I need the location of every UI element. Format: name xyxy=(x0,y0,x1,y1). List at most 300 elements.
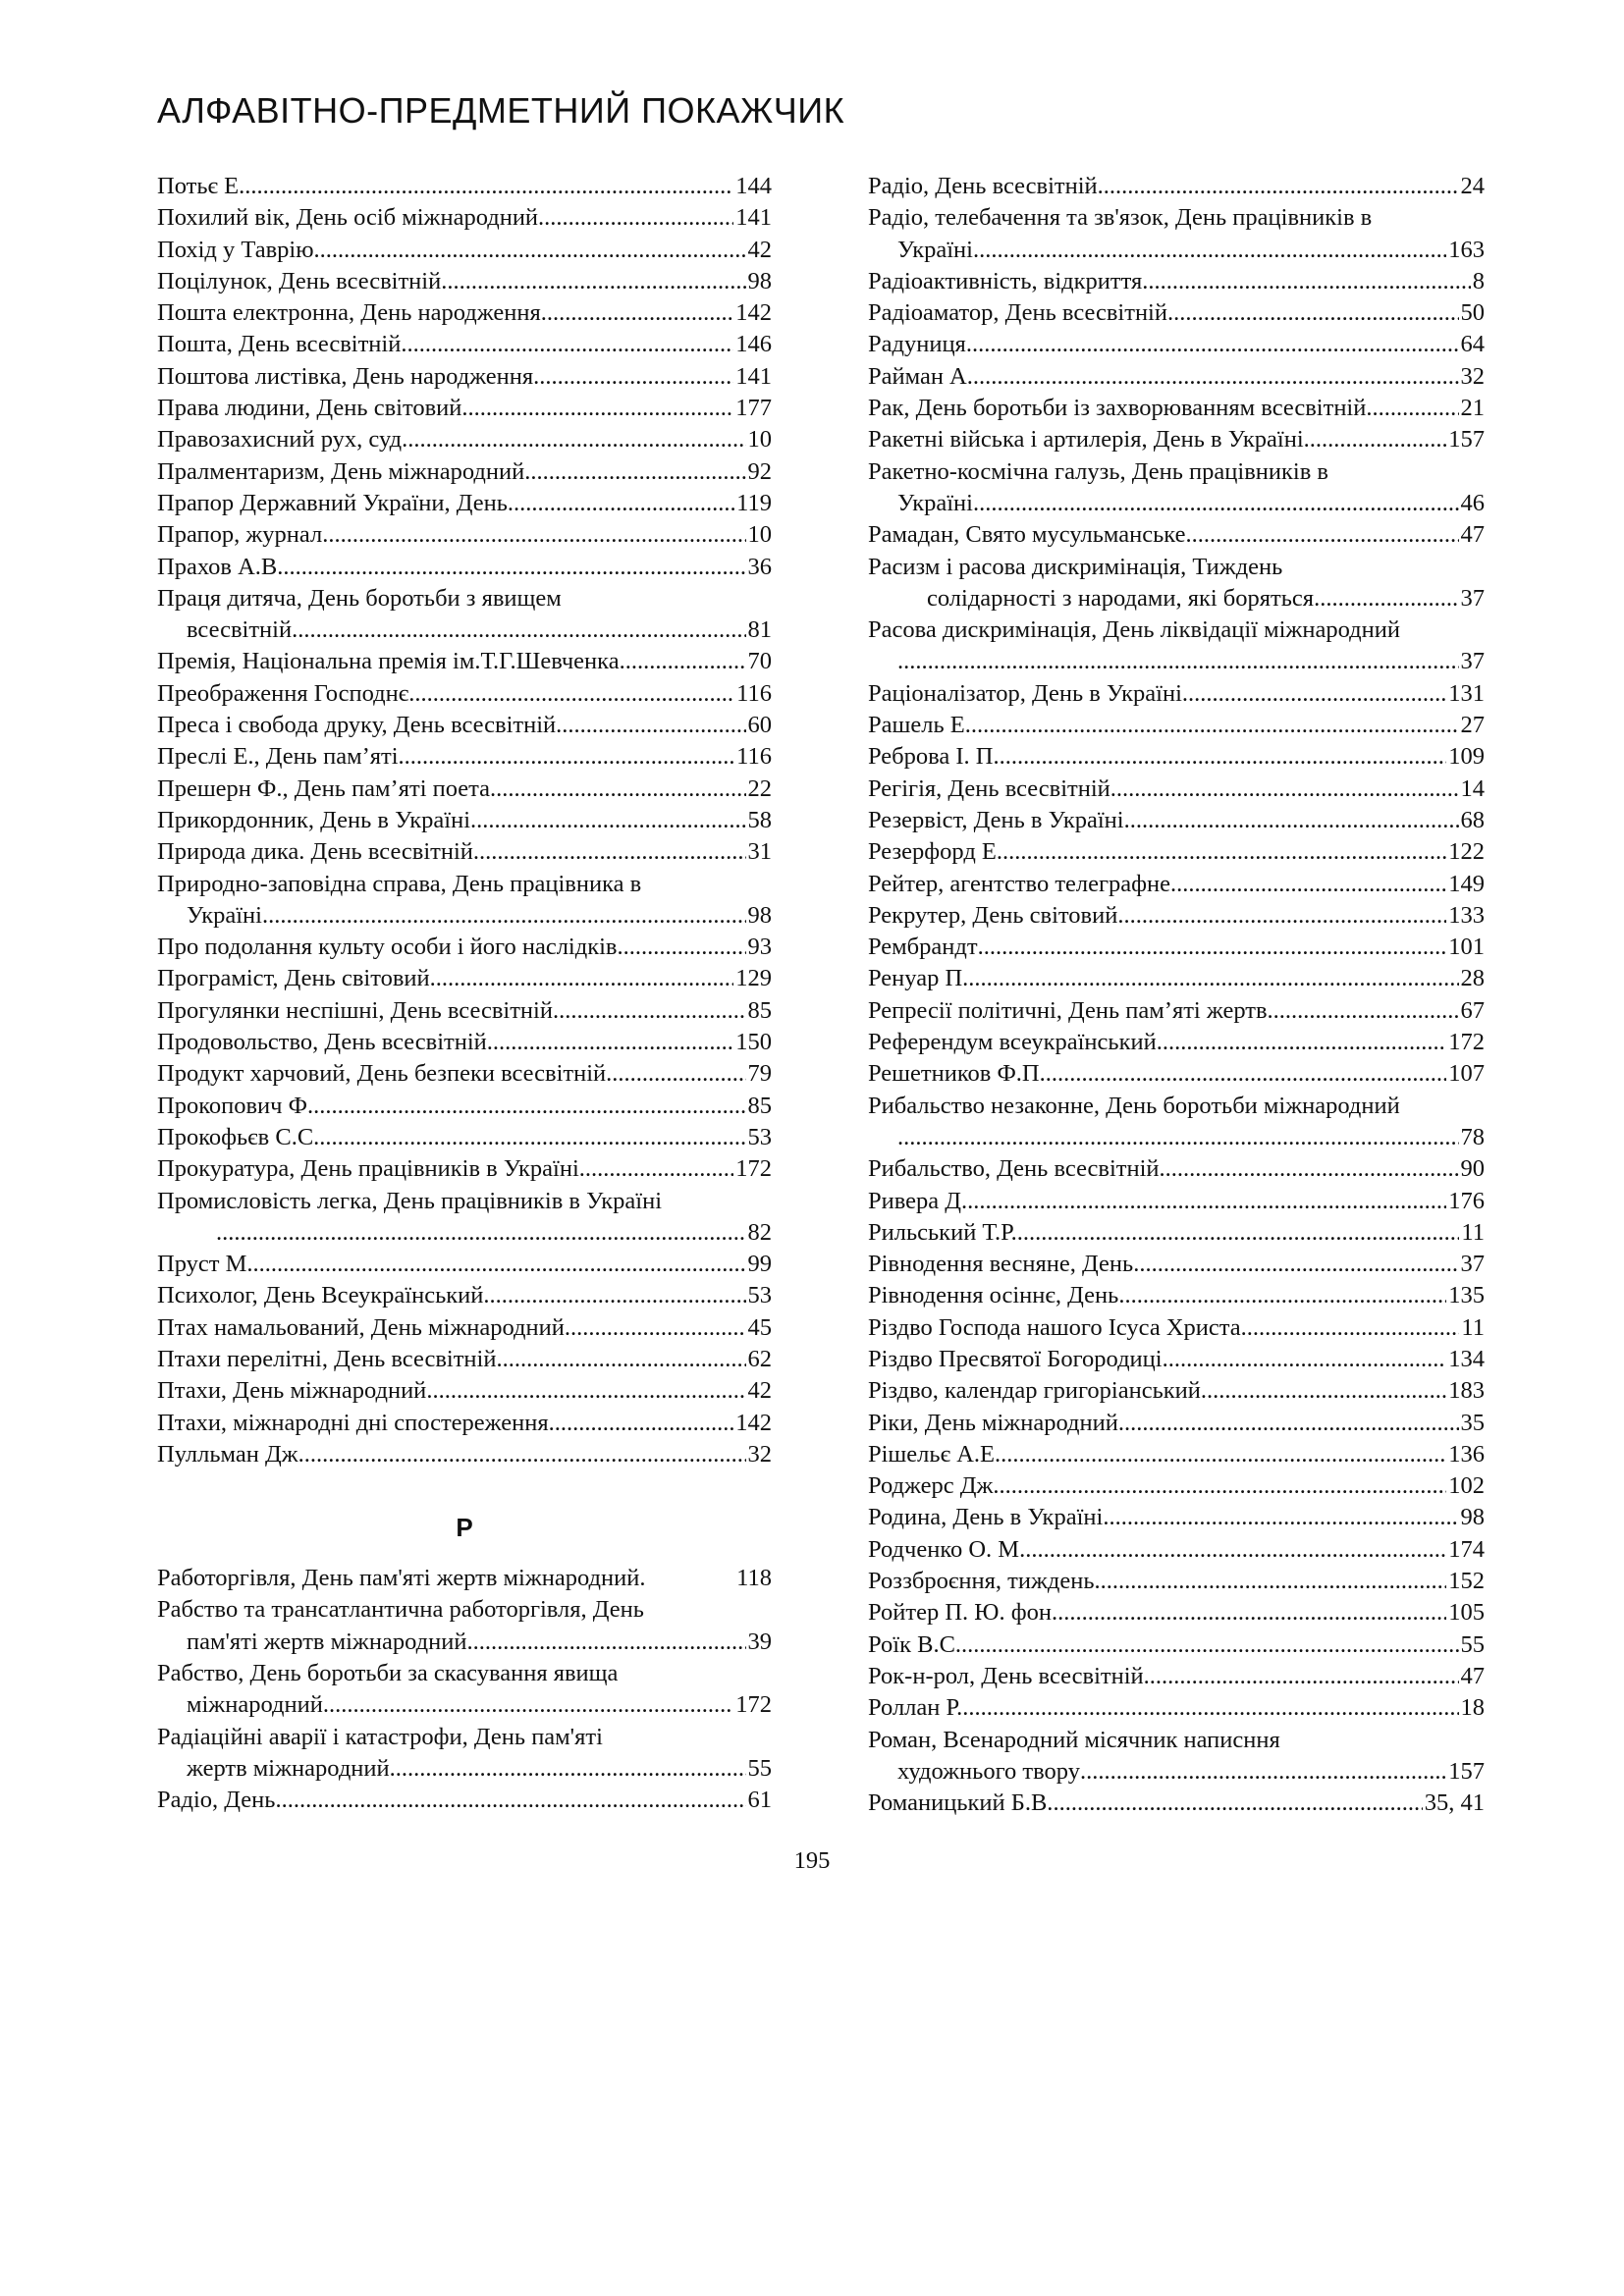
dot-leader xyxy=(533,361,733,393)
entry-term: Рівнодення осіннє, День xyxy=(868,1282,1119,1309)
entry-page-number: 11 xyxy=(1461,1313,1485,1341)
index-entry xyxy=(157,583,772,647)
index-entry xyxy=(868,614,1485,678)
entry-term: Рамадан, Свято мусульманське xyxy=(868,521,1186,549)
dot-leader xyxy=(968,963,1458,994)
entry-page-number: 85 xyxy=(747,1092,772,1119)
entry-term: Ракетні війська і артилерія, День в Україні xyxy=(868,426,1304,454)
index-entry xyxy=(157,552,772,583)
index-entry xyxy=(868,329,1485,360)
entry-term: Права людини, День світовий xyxy=(157,395,462,422)
dot-leader xyxy=(524,456,745,488)
index-entry xyxy=(868,456,1485,520)
entry-page-number: 42 xyxy=(747,1377,772,1405)
index-entry xyxy=(868,1502,1485,1533)
index-entry xyxy=(868,995,1485,1027)
index-entry xyxy=(868,1344,1485,1375)
index-entry xyxy=(868,1788,1485,1819)
entry-page-number: 11 xyxy=(1461,1218,1485,1246)
entry-first-line: Радіо, телебачення та зв'язок, День працівників в xyxy=(868,204,1373,232)
entry-page-number: 99 xyxy=(747,1251,772,1278)
entry-page-number: 176 xyxy=(1448,1187,1485,1214)
entry-term: міжнародний xyxy=(187,1691,323,1719)
entry-page-number: 78 xyxy=(1460,1123,1485,1150)
entry-term: Пруст М. xyxy=(157,1251,253,1278)
dot-leader xyxy=(538,202,733,234)
index-entry xyxy=(157,519,772,551)
index-entry xyxy=(157,1312,772,1344)
entry-term: Регігія, День всесвітній xyxy=(868,774,1110,802)
index-entry xyxy=(868,836,1485,868)
entry-term: Україні xyxy=(897,489,973,516)
dot-leader xyxy=(262,900,746,932)
index-entry xyxy=(868,1534,1485,1566)
dot-leader xyxy=(620,646,746,677)
dot-leader xyxy=(473,836,746,868)
dot-leader xyxy=(1366,393,1458,424)
dot-leader xyxy=(244,171,733,202)
entry-term: Прапор, журнал xyxy=(157,521,323,549)
entry-term: Резервіст, День в Україні xyxy=(868,806,1124,833)
dot-leader xyxy=(322,519,745,551)
entry-page-number: 98 xyxy=(747,901,772,929)
entry-first-line: Рабство, День боротьби за скасування явища xyxy=(157,1660,619,1687)
entry-term: жертв міжнародний xyxy=(187,1754,390,1782)
page-number: 195 xyxy=(793,1847,831,1874)
dot-leader xyxy=(1124,805,1459,836)
index-entry xyxy=(157,995,772,1027)
index-list-p xyxy=(157,171,772,1470)
entry-page-number: 141 xyxy=(735,204,772,232)
index-entry xyxy=(157,456,772,488)
index-entry xyxy=(868,1186,1485,1217)
index-list-r xyxy=(157,1563,772,1816)
dot-leader xyxy=(1241,1312,1460,1344)
entry-term: Програміст, День світовий xyxy=(157,965,430,992)
dot-leader xyxy=(216,1217,746,1249)
entry-page-number: 149 xyxy=(1448,870,1485,897)
dot-leader xyxy=(1133,1249,1458,1280)
dot-leader xyxy=(487,1027,733,1058)
index-entry xyxy=(157,1658,772,1722)
entry-page-number: 134 xyxy=(1448,1345,1485,1372)
dot-leader xyxy=(973,235,1446,266)
dot-leader xyxy=(1110,774,1459,805)
entry-page-number: 35, 41 xyxy=(1424,1789,1485,1817)
entry-term: всесвітній xyxy=(187,616,293,644)
entry-term: Різдво, календар григоріанський xyxy=(868,1377,1201,1405)
dot-leader xyxy=(496,1344,745,1375)
entry-page-number: 64 xyxy=(1460,331,1485,358)
entry-page-number: 92 xyxy=(747,457,772,485)
entry-page-number: 81 xyxy=(747,616,772,644)
entry-term: Ріки, День міжнародний xyxy=(868,1409,1118,1436)
entry-page-number: 32 xyxy=(1460,362,1485,390)
entry-page-number: 58 xyxy=(747,806,772,833)
dot-leader xyxy=(430,963,734,994)
index-entry xyxy=(157,424,772,455)
entry-term: Родченко О. М. xyxy=(868,1535,1026,1563)
entry-page-number: 61 xyxy=(747,1787,772,1814)
dot-leader xyxy=(1304,424,1447,455)
entry-term: Рекрутер, День світовий xyxy=(868,901,1118,929)
dot-leader xyxy=(461,393,733,424)
entry-page-number: 82 xyxy=(747,1218,772,1246)
entry-term: Україні xyxy=(187,901,262,929)
entry-term: Птах намальований, День міжнародний xyxy=(157,1313,565,1341)
entry-page-number: 118 xyxy=(736,1565,772,1592)
dot-leader xyxy=(314,235,746,266)
entry-term: Роззброєння, тиждень xyxy=(868,1568,1095,1595)
entry-page-number: 68 xyxy=(1460,806,1485,833)
entry-page-number: 116 xyxy=(736,679,772,707)
entry-page-number: 45 xyxy=(747,1313,772,1341)
index-entry xyxy=(868,963,1485,994)
index-entry xyxy=(157,1186,772,1250)
index-entry xyxy=(157,393,772,424)
entry-page-number: 174 xyxy=(1448,1535,1485,1563)
dot-leader xyxy=(1095,1566,1447,1597)
index-entry xyxy=(868,1280,1485,1311)
dot-leader xyxy=(579,1153,733,1185)
entry-page-number: 14 xyxy=(1460,774,1485,802)
index-entry xyxy=(157,805,772,836)
entry-page-number: 129 xyxy=(735,965,772,992)
entry-term: Прешерн Ф., День пам’яті поета xyxy=(157,774,491,802)
entry-term: Романицький Б.В. xyxy=(868,1789,1054,1817)
dot-leader xyxy=(1017,1217,1460,1249)
index-entry xyxy=(868,1375,1485,1407)
dot-leader xyxy=(292,614,745,646)
entry-term: Преображення Господнє xyxy=(157,679,409,707)
index-entry xyxy=(868,1692,1485,1724)
dot-leader xyxy=(973,488,1459,519)
dot-leader xyxy=(275,1785,745,1816)
entry-page-number: 28 xyxy=(1460,965,1485,992)
index-entry xyxy=(868,741,1485,773)
index-entry xyxy=(157,1594,772,1658)
entry-page-number: 55 xyxy=(1460,1630,1485,1658)
index-entry xyxy=(868,1725,1485,1789)
entry-page-number: 55 xyxy=(747,1754,772,1782)
dot-leader xyxy=(1002,836,1446,868)
entry-page-number: 90 xyxy=(1460,1155,1485,1183)
index-entry xyxy=(868,774,1485,805)
entry-page-number: 21 xyxy=(1460,395,1485,422)
entry-first-line: Рабство та трансатлантична работоргівля, День xyxy=(157,1596,644,1624)
entry-first-line: Промисловість легка, День працівників в Україні xyxy=(157,1187,663,1214)
entry-term: Прахов А.В. xyxy=(157,553,284,580)
index-entry xyxy=(157,1027,772,1058)
entry-page-number: 172 xyxy=(735,1155,772,1183)
entry-page-number: 53 xyxy=(747,1123,772,1150)
index-entry xyxy=(868,900,1485,932)
entry-term: Птахи перелітні, День всесвітній xyxy=(157,1345,497,1372)
index-entry xyxy=(868,424,1485,455)
dot-leader xyxy=(319,1122,745,1153)
entry-page-number: 136 xyxy=(1448,1440,1485,1468)
entry-page-number: 10 xyxy=(747,521,772,549)
entry-page-number: 35 xyxy=(1460,1409,1485,1436)
entry-page-number: 142 xyxy=(735,299,772,327)
entry-term: солідарності з народами, які боряться xyxy=(927,584,1315,612)
dot-leader xyxy=(508,488,734,519)
index-entry xyxy=(868,1597,1485,1629)
entry-term: Продукт харчовий, День безпеки всесвітній xyxy=(157,1060,607,1088)
entry-page-number: 60 xyxy=(747,712,772,739)
entry-term: Родина, День в Україні xyxy=(868,1504,1104,1531)
index-entry xyxy=(868,932,1485,963)
entry-term: Ройтер П. Ю. фон xyxy=(868,1599,1052,1627)
entry-page-number: 10 xyxy=(747,426,772,454)
index-entry xyxy=(157,1563,772,1594)
entry-page-number: 141 xyxy=(735,362,772,390)
dot-leader xyxy=(541,297,734,329)
entry-term: Радіо, День xyxy=(157,1787,276,1814)
dot-leader xyxy=(971,710,1459,741)
index-entry xyxy=(157,1439,772,1470)
dot-leader xyxy=(1098,171,1459,202)
index-entry xyxy=(868,805,1485,836)
entry-first-line: Рибальство незаконне, День боротьби міжнародний xyxy=(868,1092,1400,1119)
entry-term: Прокофьєв С.С. xyxy=(157,1123,320,1150)
dot-leader xyxy=(973,361,1459,393)
index-entry xyxy=(868,202,1485,266)
entry-page-number: 93 xyxy=(747,934,772,961)
dot-leader xyxy=(401,329,733,360)
dot-leader xyxy=(1201,1375,1446,1407)
entry-page-number: 8 xyxy=(1472,267,1485,294)
dot-leader xyxy=(1142,266,1471,297)
dot-leader xyxy=(426,1375,745,1407)
dot-leader xyxy=(1157,1027,1447,1058)
dot-leader xyxy=(1046,1058,1447,1090)
entry-first-line: Радіаційні аварії і катастрофи, День пам'яті xyxy=(157,1723,603,1750)
entry-term: Різдво Пресвятої Богородиці xyxy=(868,1345,1163,1372)
entry-term: Рембрандт xyxy=(868,934,978,961)
index-entry xyxy=(157,836,772,868)
entry-term: Пулльман Дж. xyxy=(157,1440,304,1468)
entry-page-number: 67 xyxy=(1460,996,1485,1024)
index-column-right xyxy=(868,171,1485,1819)
entry-term: Птахи, міжнародні дні спостереження xyxy=(157,1409,549,1436)
index-entry xyxy=(157,202,772,234)
entry-page-number: 122 xyxy=(1448,838,1485,866)
index-entry xyxy=(157,1344,772,1375)
entry-term: Резерфорд Е. xyxy=(868,838,1003,866)
entry-term: Поцілунок, День всесвітній xyxy=(157,267,442,294)
entry-page-number: 53 xyxy=(747,1282,772,1309)
dot-leader xyxy=(962,1692,1458,1724)
entry-term: Психолог, День Всеукраїнський xyxy=(157,1282,484,1309)
entry-term: Работоргівля, День пам'яті жертв міжнародний. xyxy=(157,1565,646,1592)
entry-term: Решетников Ф.П. xyxy=(868,1060,1046,1088)
entry-page-number: 32 xyxy=(747,1440,772,1468)
index-entry xyxy=(157,869,772,933)
page-title: АЛФАВІТНО-ПРЕДМЕТНИЙ ПОКАЖЧИК xyxy=(157,90,845,131)
entry-first-line: Расова дискримінація, День ліквідації міжнародний xyxy=(868,616,1400,644)
dot-leader xyxy=(323,1689,733,1721)
entry-term: Преса і свобода друку, День всесвітній xyxy=(157,712,557,739)
dot-leader xyxy=(1144,1661,1459,1692)
entry-term: Прокуратура, День працівників в Україні xyxy=(157,1155,579,1183)
entry-term: Рок-н-рол, День всесвітній xyxy=(868,1662,1144,1689)
entry-term: Різдво Господа нашого Ісуса Христа xyxy=(868,1313,1241,1341)
dot-leader xyxy=(966,329,1459,360)
entry-term: художнього твору xyxy=(897,1757,1080,1785)
entry-term: Україні xyxy=(897,236,973,263)
entry-first-line: Природно-заповідна справа, День працівника в xyxy=(157,870,642,897)
entry-page-number: 131 xyxy=(1448,679,1485,707)
index-list-r-continued xyxy=(868,171,1485,1819)
dot-leader xyxy=(466,1627,745,1658)
entry-page-number: 119 xyxy=(736,489,772,516)
index-entry xyxy=(157,1091,772,1122)
index-entry xyxy=(868,710,1485,741)
index-entry xyxy=(157,774,772,805)
dot-leader xyxy=(441,266,745,297)
index-entry xyxy=(868,266,1485,297)
entry-page-number: 37 xyxy=(1460,584,1485,612)
entry-page-number: 116 xyxy=(736,743,772,771)
entry-term: Рівнодення весняне, День xyxy=(868,1251,1134,1278)
entry-term: Пошта електронна, День народження xyxy=(157,299,541,327)
entry-page-number: 102 xyxy=(1448,1472,1485,1500)
entry-term: Репресії політичні, День пам’яті жертв xyxy=(868,996,1268,1024)
index-entry xyxy=(157,1785,772,1816)
entry-page-number: 177 xyxy=(735,395,772,422)
entry-page-number: 146 xyxy=(735,331,772,358)
entry-page-number: 39 xyxy=(747,1628,772,1655)
index-entry xyxy=(157,741,772,773)
entry-page-number: 157 xyxy=(1448,426,1485,454)
entry-page-number: 157 xyxy=(1448,1757,1485,1785)
dot-leader xyxy=(390,1753,746,1785)
index-entry xyxy=(868,1312,1485,1344)
entry-term: Реброва І. П. xyxy=(868,743,1000,771)
entry-term: Потьє Е. xyxy=(157,173,245,199)
dot-leader xyxy=(408,678,734,710)
index-entry xyxy=(868,1439,1485,1470)
entry-page-number: 62 xyxy=(747,1345,772,1372)
dot-leader xyxy=(483,1280,745,1311)
dot-leader xyxy=(553,995,746,1027)
index-entry xyxy=(157,1122,772,1153)
entry-term: Роджерс Дж. xyxy=(868,1472,1000,1500)
entry-page-number: 37 xyxy=(1460,1251,1485,1278)
entry-page-number: 47 xyxy=(1460,521,1485,549)
dot-leader xyxy=(1118,1408,1459,1439)
dot-leader xyxy=(556,710,745,741)
entry-page-number: 79 xyxy=(747,1060,772,1088)
index-entry xyxy=(157,963,772,994)
index-entry xyxy=(157,1408,772,1439)
index-entry xyxy=(868,1091,1485,1154)
dot-leader xyxy=(978,932,1447,963)
dot-leader xyxy=(1053,1788,1422,1819)
index-entry xyxy=(868,1470,1485,1502)
entry-term: Природа дика. День всесвітній xyxy=(157,838,473,866)
entry-page-number: 135 xyxy=(1448,1282,1485,1309)
entry-term: Прокопович Ф. xyxy=(157,1092,314,1119)
entry-term: Рашель Е. xyxy=(868,712,971,739)
entry-first-line: Расизм і расова дискримінація, Тиждень xyxy=(868,553,1283,580)
entry-term: пам'яті жертв міжнародний xyxy=(187,1628,467,1655)
entry-term: Похід у Таврію xyxy=(157,236,314,263)
dot-leader xyxy=(967,1186,1446,1217)
entry-page-number: 47 xyxy=(1460,1662,1485,1689)
dot-leader xyxy=(1000,1470,1447,1502)
entry-page-number: 144 xyxy=(735,173,772,199)
entry-term: Продовольство, День всесвітній xyxy=(157,1029,487,1056)
entry-page-number: 183 xyxy=(1448,1377,1485,1405)
entry-page-number: 107 xyxy=(1448,1060,1485,1088)
index-entry xyxy=(868,1217,1485,1249)
entry-term: Птахи, День міжнародний xyxy=(157,1377,427,1405)
dot-leader xyxy=(1117,900,1446,932)
index-entry xyxy=(868,1629,1485,1661)
entry-term: Прапор Державний України, День xyxy=(157,489,508,516)
index-entry xyxy=(157,1249,772,1280)
dot-leader xyxy=(1314,583,1458,614)
entry-page-number: 18 xyxy=(1460,1694,1485,1722)
dot-leader xyxy=(1170,869,1446,900)
entry-page-number: 37 xyxy=(1460,648,1485,675)
entry-page-number: 98 xyxy=(747,267,772,294)
entry-term: Ривера Д. xyxy=(868,1187,968,1214)
entry-term: Про подолання культу особи і його наслідків xyxy=(157,934,618,961)
entry-page-number: 172 xyxy=(1448,1029,1485,1056)
entry-page-number: 70 xyxy=(747,648,772,675)
entry-term: Преслі Е., День пам’яті xyxy=(157,743,399,771)
entry-page-number: 152 xyxy=(1448,1568,1485,1595)
entry-page-number: 105 xyxy=(1448,1599,1485,1627)
dot-leader xyxy=(304,1439,746,1470)
dot-leader xyxy=(399,741,735,773)
index-entry xyxy=(157,235,772,266)
index-entry xyxy=(157,266,772,297)
index-entry xyxy=(868,1661,1485,1692)
entry-term: Радіо, День всесвітній xyxy=(868,173,1098,199)
index-entry xyxy=(868,393,1485,424)
dot-leader xyxy=(1080,1756,1446,1788)
dot-leader xyxy=(1182,678,1446,710)
index-entry xyxy=(157,932,772,963)
index-entry xyxy=(868,552,1485,615)
section-letter: Р xyxy=(456,1513,473,1543)
entry-term: Ренуар П. xyxy=(868,965,969,992)
entry-page-number: 85 xyxy=(747,996,772,1024)
entry-term: Радіоактивність, відкриття xyxy=(868,267,1143,294)
entry-term: Прогулянки неспішні, День всесвітній xyxy=(157,996,553,1024)
index-entry xyxy=(868,171,1485,202)
entry-term: Рак, День боротьби із захворюванням всесвітній xyxy=(868,395,1367,422)
entry-page-number: 133 xyxy=(1448,901,1485,929)
dot-leader xyxy=(897,646,1459,677)
entry-term: Пралментаризм, День міжнародний xyxy=(157,457,525,485)
index-entry xyxy=(157,678,772,710)
dot-leader xyxy=(1001,1439,1446,1470)
entry-term: Радуниця xyxy=(868,331,966,358)
entry-term: Рильський Т.Р. xyxy=(868,1218,1017,1246)
entry-term: Премія, Національна премія ім.Т.Г.Шевченка xyxy=(157,648,620,675)
dot-leader xyxy=(283,552,745,583)
dot-leader xyxy=(897,1122,1459,1153)
index-entry xyxy=(868,1566,1485,1597)
dot-leader xyxy=(961,1629,1458,1661)
index-entry xyxy=(868,519,1485,551)
index-entry xyxy=(157,710,772,741)
